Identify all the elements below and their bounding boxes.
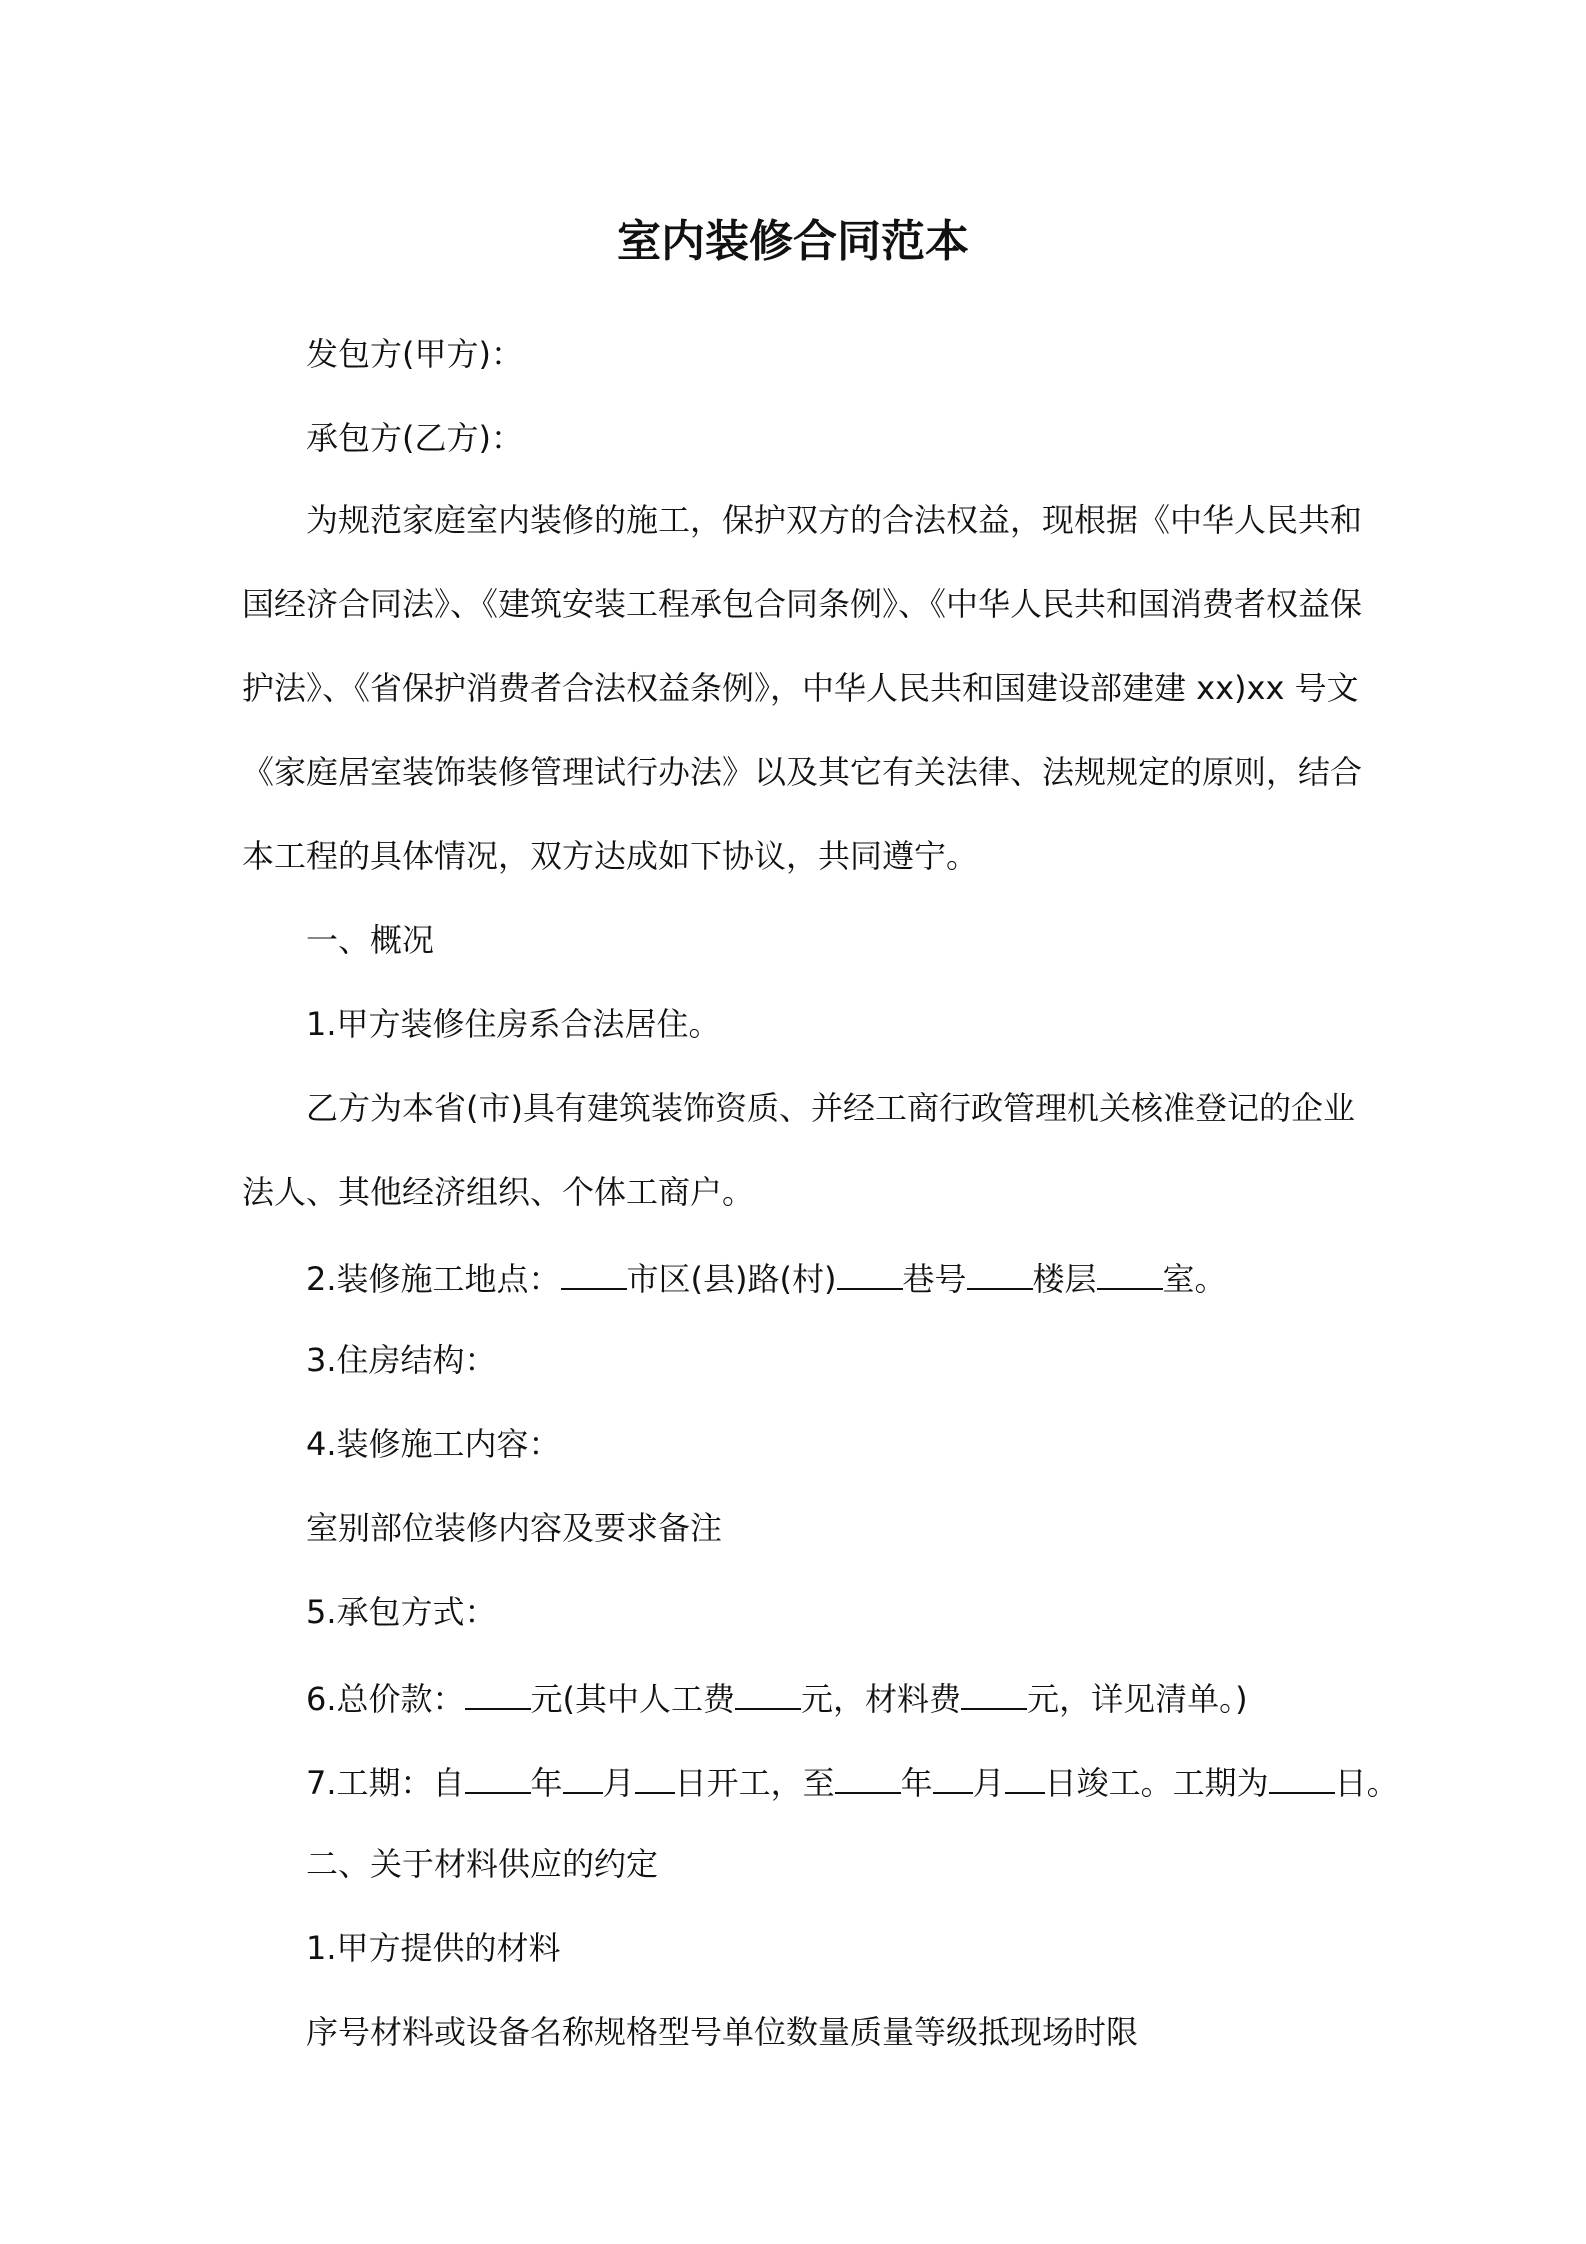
item-7-day-2: 日竣工。工期为	[1044, 1764, 1269, 1802]
item-2-label: 2.装修施工地点：	[306, 1260, 561, 1298]
item-2-part-3: 楼层	[1032, 1260, 1097, 1298]
party-b-line: 承包方(乙方)：	[306, 419, 523, 457]
item-6-part-1: 元(其中人工费	[530, 1680, 736, 1718]
item-4: 4.装修施工内容：	[306, 1425, 561, 1463]
blank-duration-days[interactable]	[1269, 1758, 1335, 1794]
preamble-line-2-text: 国经济合同法》、《建筑安装工程承包合同条例》、《中华人民共和国消费者权益保	[242, 585, 1363, 623]
preamble-line-5: 本工程的具体情况，双方达成如下协议，共同遵宁。	[242, 837, 979, 875]
section-2-item-1: 1.甲方提供的材料	[306, 1929, 561, 1967]
blank-floor[interactable]	[1097, 1254, 1163, 1290]
preamble-line-4: 《家庭居室装饰装修管理试行办法》以及其它有关法律、法规规定的原则，结合	[242, 753, 1363, 791]
item-7-schedule	[306, 1758, 1399, 1805]
item-7-year-2: 年	[900, 1764, 933, 1802]
item-6-part-3: 元，详见清单。)	[1027, 1680, 1248, 1718]
item-2-part-1: 市区(县)路(村)	[626, 1260, 837, 1298]
blank-end-day[interactable]	[1005, 1758, 1045, 1794]
preamble-line-1: 为规范家庭室内装修的施工，保护双方的合法权益，现根据《中华人民共和	[306, 501, 1363, 539]
blank-total-price[interactable]	[465, 1674, 531, 1710]
blank-end-month[interactable]	[933, 1758, 973, 1794]
item-3: 3.住房结构：	[306, 1341, 497, 1379]
item-2-address	[306, 1254, 1227, 1301]
section-1-heading: 一、概况	[306, 921, 435, 959]
party-a-line: 发包方(甲方)：	[306, 335, 523, 373]
item-7-label: 7.工期：自	[306, 1764, 465, 1802]
item-6-label: 6.总价款：	[306, 1680, 465, 1718]
item-1-detail-line-2: 法人、其他经济组织、个体工商户。	[242, 1173, 755, 1211]
blank-end-year[interactable]	[835, 1758, 901, 1794]
item-1: 1.甲方装修住房系合法居住。	[306, 1005, 721, 1043]
document-title: 室内装修合同范本	[617, 216, 969, 267]
item-7-day-1: 日开工，至	[674, 1764, 835, 1802]
item-1-detail-line-1: 乙方为本省(市)具有建筑装饰资质、并经工商行政管理机关核准登记的企业	[306, 1089, 1355, 1127]
item-4-table-header: 室别部位装修内容及要求备注	[306, 1509, 723, 1547]
blank-start-day[interactable]	[635, 1758, 675, 1794]
item-6-price	[306, 1674, 1248, 1721]
item-7-month-1: 月	[602, 1764, 635, 1802]
item-5: 5.承包方式：	[306, 1593, 497, 1631]
item-6-part-2: 元，材料费	[801, 1680, 962, 1718]
blank-start-month[interactable]	[563, 1758, 603, 1794]
item-7-month-2: 月	[972, 1764, 1005, 1802]
blank-labor-cost[interactable]	[735, 1674, 801, 1710]
item-7-end: 日。	[1334, 1764, 1399, 1802]
preamble-line-3: 护法》、《省保护消费者合法权益条例》，中华人民共和国建设部建建 xx)xx 号文	[242, 669, 1359, 707]
blank-start-year[interactable]	[465, 1758, 531, 1794]
item-7-year-1: 年	[530, 1764, 563, 1802]
item-2-part-2: 巷号	[902, 1260, 967, 1298]
section-2-heading: 二、关于材料供应的约定	[306, 1845, 659, 1883]
preamble-line-2	[242, 582, 1363, 626]
item-2-part-4: 室。	[1162, 1260, 1227, 1298]
blank-material-cost[interactable]	[961, 1674, 1027, 1710]
blank-road[interactable]	[837, 1254, 903, 1290]
materials-table-header: 序号材料或设备名称规格型号单位数量质量等级抵现场时限	[306, 2013, 1139, 2051]
blank-lane[interactable]	[967, 1254, 1033, 1290]
blank-city[interactable]	[561, 1254, 627, 1290]
